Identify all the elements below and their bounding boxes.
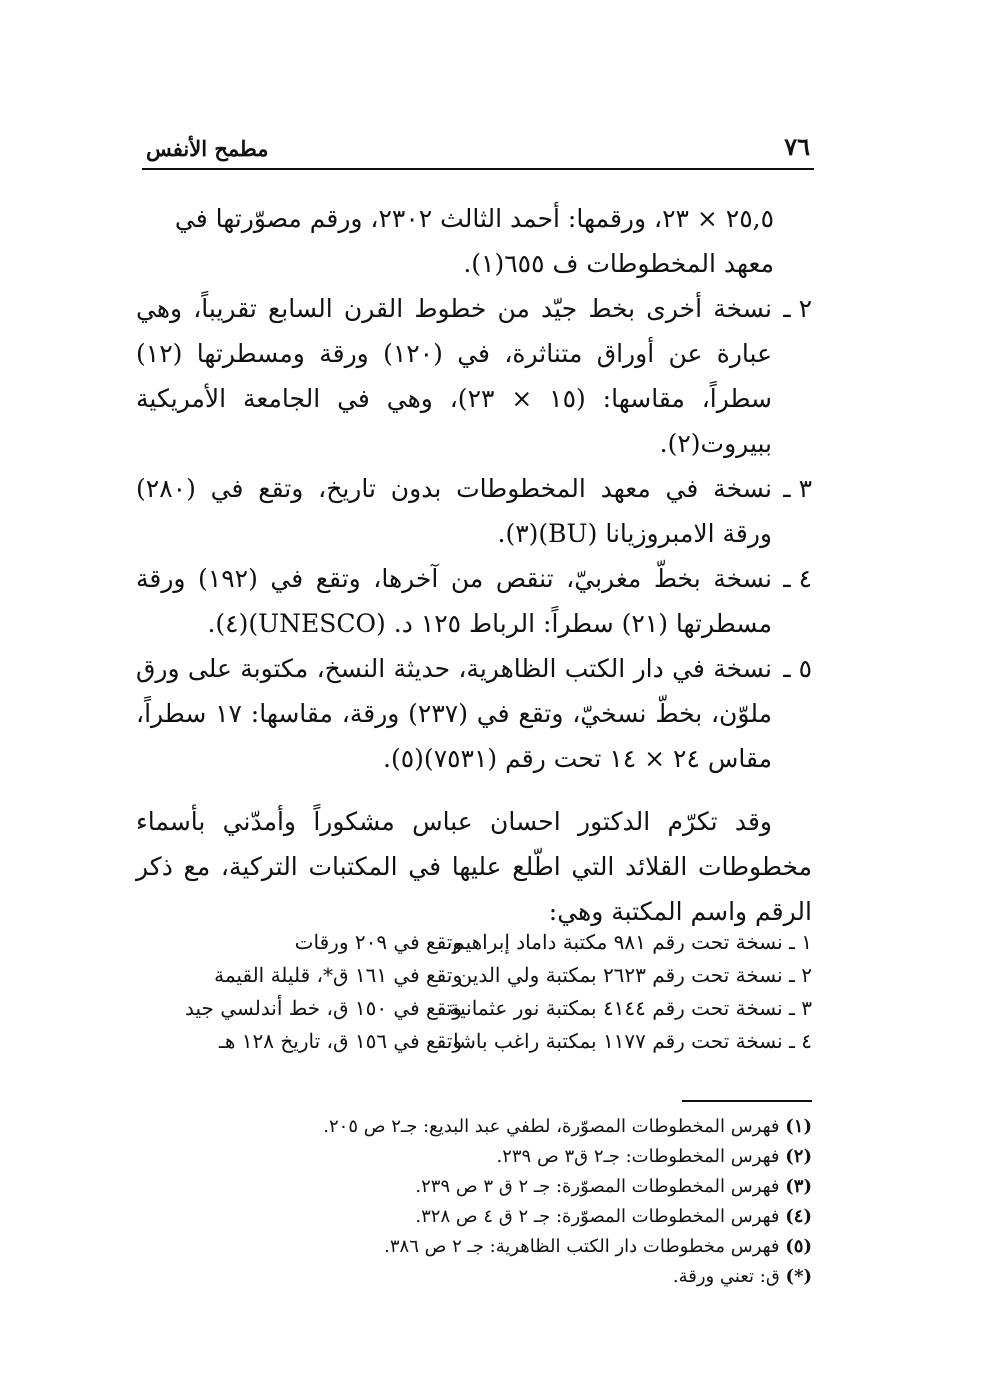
item-text: نسخة بخطّ مغربيّ، تنقص من آخرها، وتقع في (١٩٢) ورقة مسطرتها (٢١) سطراً: الرباط ١٢٥ د. (UNESCO)(٤). [136, 564, 772, 638]
intro-line-2: معهد المخطوطات ف ٦٥٥(١). [463, 249, 774, 278]
manuscript-row [136, 959, 812, 992]
footnote-rule [682, 1100, 812, 1102]
footnote-mark: (٤) [785, 1206, 812, 1227]
item-number: ٤ ـ [783, 564, 812, 593]
footnote-mark: (٣) [785, 1176, 812, 1197]
manuscript-detail: وتقع في ٢٠٩ ورقات [294, 930, 462, 954]
footnote-text: ق: تعني ورقة. [672, 1266, 780, 1287]
intro-line-1: ٢٥,٥ × ٢٣، ورقمها: أحمد الثالث ٢٣٠٢، ورقم مصوّرتها في [174, 204, 774, 233]
footnote-text: فهرس المخطوطات المصوّرة، لطفي عبد البديع: جـ٢ ص ٢٠٥. [323, 1116, 780, 1137]
item-text: نسخة أخرى بخط جيّد من خطوط القرن السابع تقريباً، وهي عبارة عن أوراق متناثرة، في (١٢٠) ورقة ومسطرتها (١٢) سطراً، مقاسها: (١٥ × ٢٣)، وهي في الجامعة الأمريكية ببيروت(٢). [136, 294, 773, 458]
item-text: نسخة في معهد المخطوطات بدون تاريخ، وتقع في (٢٨٠) ورقة الامبروزيانا (BU)(٣). [136, 474, 772, 548]
footnote-text: فهرس المخطوطات: جـ٢ ق٣ ص ٢٣٩. [496, 1146, 780, 1167]
manuscript-list [136, 926, 812, 1058]
footnote-text: فهرس المخطوطات المصوّرة: جـ ٢ ق ٣ ص ٢٣٩. [415, 1176, 780, 1197]
item-number: ٥ ـ [783, 654, 812, 683]
manuscript-detail: وتقع في ١٥٦ ق، تاريخ ١٢٨ هـ [218, 1029, 462, 1053]
footnote-mark: (١) [785, 1116, 812, 1137]
manuscript-row [136, 926, 812, 959]
page-header [142, 132, 814, 168]
manuscript-row [136, 992, 812, 1025]
manuscript-desc: ١ ـ نسخة تحت رقم ٩٨١ مكتبة داماد إبراهيم [452, 930, 812, 954]
manuscript-row [136, 1025, 812, 1058]
footnote [136, 1202, 812, 1232]
footnote-mark: (٥) [785, 1236, 812, 1257]
footnote-text: فهرس المخطوطات المصوّرة: جـ ٢ ق ٤ ص ٣٢٨. [415, 1206, 780, 1227]
manuscript-desc: ٢ ـ نسخة تحت رقم ٢٦٢٣ بمكتبة ولي الدين [457, 963, 812, 987]
item-number: ٣ ـ [783, 474, 812, 503]
list-item [136, 466, 812, 556]
list-item [136, 556, 812, 646]
manuscript-desc: ٣ ـ نسخة تحت رقم ٤١٤٤ بمكتبة نور عثمانية [449, 996, 812, 1020]
footnote [136, 1262, 812, 1292]
list-item [136, 646, 812, 781]
footnote [136, 1112, 812, 1142]
lead-paragraph: وقد تكرّم الدكتور احسان عباس مشكوراً وأمدّني بأسماء مخطوطات القلائد التي اطّلع عليها في المكتبات التركية، مع ذكر الرقم واسم المكتبة وهي: [136, 807, 812, 926]
footnote [136, 1142, 812, 1172]
manuscript-desc: ٤ ـ نسخة تحت رقم ١١٧٧ بمكتبة راغب باشا [453, 1029, 812, 1053]
header-rule [142, 168, 814, 170]
running-title: مطمح الأنفس [146, 136, 269, 161]
manuscript-detail: وتقع في ١٦١ ق*، قليلة القيمة [214, 963, 462, 987]
main-text [136, 196, 812, 959]
item-text: نسخة في دار الكتب الظاهرية، حديثة النسخ، مكتوبة على ورق ملوّن، بخطّ نسخيّ، وتقع في (٢٣٧) ورقة، مقاسها: ١٧ سطراً، مقاس ٢٤ × ١٤ تحت رقم (٧٥٣١)(٥). [136, 654, 773, 773]
footnote-text: فهرس مخطوطات دار الكتب الظاهرية: جـ ٢ ص ٣٨٦. [384, 1236, 780, 1257]
list-item [136, 286, 812, 466]
footnote [136, 1232, 812, 1262]
item-number: ٢ ـ [783, 294, 812, 323]
footnote-mark: (*) [785, 1266, 812, 1287]
page-number: ٧٦ [784, 132, 810, 161]
footnote [136, 1172, 812, 1202]
footnote-mark: (٢) [785, 1146, 812, 1167]
footnotes [136, 1112, 812, 1292]
manuscript-detail: وتقع في ١٥٠ ق، خط أندلسي جيد [184, 996, 462, 1020]
